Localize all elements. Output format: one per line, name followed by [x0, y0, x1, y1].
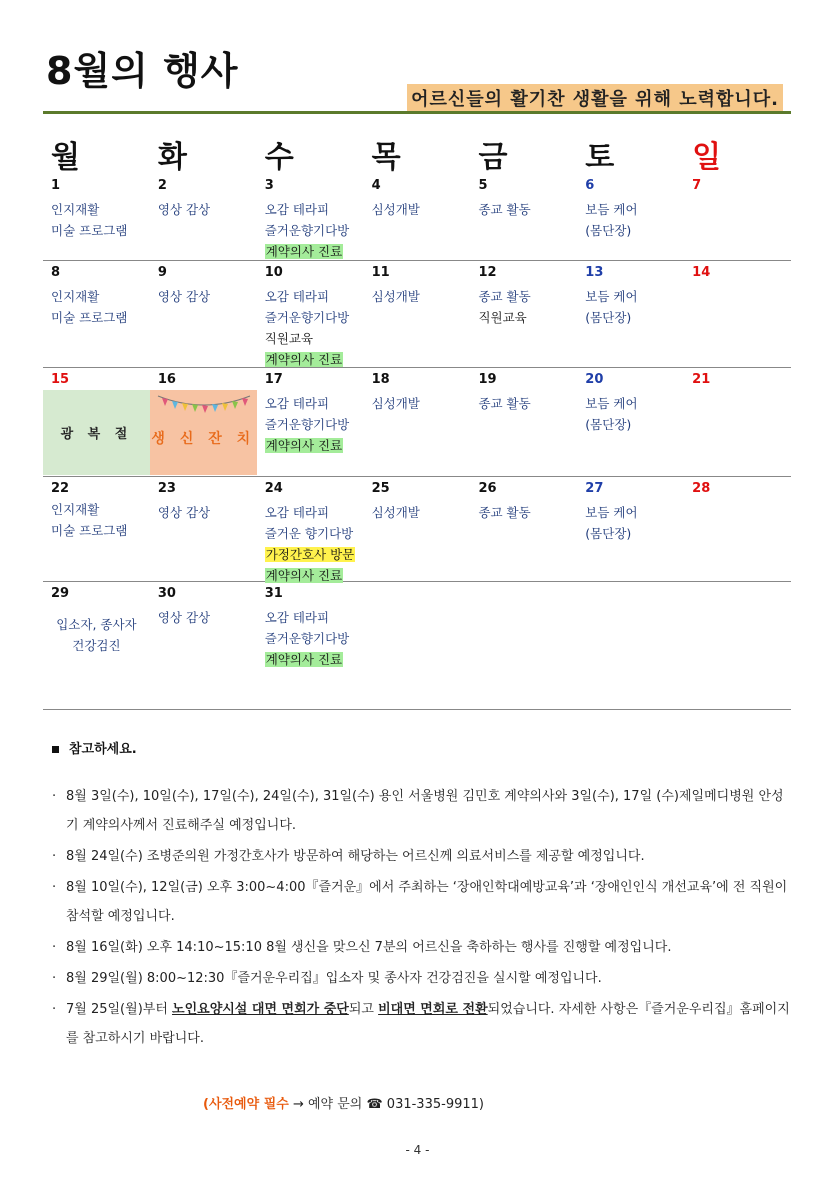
day-number: 23	[157, 481, 176, 496]
calendar	[43, 118, 791, 672]
day-number: 21	[692, 372, 711, 387]
event: 오감 테라피	[264, 610, 330, 625]
day-number: 16	[157, 372, 176, 387]
note-item: · 8월 3일(수), 10일(수), 17일(수), 24일(수), 31일(수) 용인 서울병원 김민호 계약의사와 3일(수), 17일 (수)제일메디병원 안성기 계약의사께서 진료해주실 예정입니다.	[52, 782, 790, 840]
doctor-visit-badge: 계약의사 진료	[265, 352, 343, 367]
day-cell	[577, 196, 684, 262]
page-title: 8월의 행사	[46, 49, 239, 93]
day-number: 29	[51, 586, 70, 601]
garland-icon	[156, 392, 252, 418]
event: 인지재활	[51, 289, 100, 304]
event: 오감 테라피	[264, 396, 330, 411]
event: 즐거운향기다방	[264, 223, 350, 238]
day-cell	[577, 283, 684, 370]
day-number: 18	[371, 372, 390, 387]
day-cell	[150, 604, 257, 670]
day-cell	[470, 283, 577, 370]
event: 오감 테라피	[264, 289, 330, 304]
day-cell	[364, 390, 471, 475]
day-number: 9	[157, 265, 167, 280]
page-subtitle: 어르신들의 활기찬 생활을 위해 노력합니다.	[407, 84, 783, 112]
day-number: 12	[478, 265, 497, 280]
day-number: 17	[264, 372, 283, 387]
day-cell	[43, 196, 150, 262]
weekday-sun: 일	[692, 140, 722, 175]
day-number: 19	[478, 372, 497, 387]
day-cell	[364, 604, 471, 670]
event: (몸단장)	[585, 526, 632, 541]
day-number: 10	[264, 265, 283, 280]
note-item	[52, 995, 790, 1053]
day-number: 3	[264, 178, 274, 193]
event: 인지재활	[51, 502, 100, 517]
contact-line	[203, 1093, 484, 1112]
event: (몸단장)	[585, 310, 632, 325]
note-text: 7월 25일(월)부터	[66, 1002, 173, 1017]
event: 인지재활	[51, 202, 100, 217]
day-cell	[257, 196, 364, 262]
day-cell	[684, 196, 791, 262]
day-cell	[43, 604, 150, 670]
day-number: 30	[157, 586, 176, 601]
note-item: · 8월 10일(수), 12일(금) 오후 3:00~4:00『즐거운』에서 주최하는 ‘장애인학대예방교육’과 ‘장애인인식 개선교육’에 전 직원이 참석할 예정입니다.	[52, 873, 790, 931]
calendar-bottom-rule	[43, 709, 791, 710]
page-number: - 4 -	[405, 1143, 430, 1157]
square-bullet-icon	[52, 746, 59, 753]
day-cell	[257, 604, 364, 670]
day-number: 24	[264, 481, 283, 496]
day-cell	[684, 283, 791, 370]
day-number: 31	[264, 586, 283, 601]
day-cell	[684, 604, 791, 670]
day-number: 14	[692, 265, 711, 280]
day-cell	[257, 499, 364, 586]
day-cell	[577, 499, 684, 586]
note-item: · 8월 24일(수) 조병준의원 가정간호사가 방문하여 해당하는 어르신께 의료서비스를 제공할 예정입니다.	[52, 842, 790, 871]
day-number	[470, 582, 577, 604]
day-cell	[364, 499, 471, 586]
note-item: · 8월 29일(월) 8:00~12:30『즐거운우리집』입소자 및 종사자 건강검진을 실시할 예정입니다.	[52, 964, 790, 993]
event: 즐거운향기다방	[264, 310, 350, 325]
event: 종교 활동	[478, 396, 531, 411]
nurse-visit-badge: 가정간호사 방문	[265, 547, 355, 562]
event: 보듬 케어	[585, 396, 638, 411]
weekday-thu: 목	[371, 140, 401, 175]
note-text: 되고	[348, 1002, 379, 1017]
day-number: 2	[157, 178, 167, 193]
doctor-visit-badge: 계약의사 진료	[265, 568, 343, 583]
day-cell	[43, 499, 150, 586]
day-cell	[577, 604, 684, 670]
weekday-tue: 화	[157, 140, 187, 175]
event: 보듬 케어	[585, 289, 638, 304]
weekday-wed: 수	[264, 140, 294, 175]
note-text: 되었습니다. 자세한 사항은『즐거운우리집』홈페이지를 참고하시기 바랍니다.	[66, 1002, 790, 1046]
day-number: 13	[585, 265, 604, 280]
event: 영상 감상	[157, 289, 211, 304]
note-emphasis: 비대면 면회로 전환	[378, 1002, 488, 1017]
day-number: 25	[371, 481, 390, 496]
weekday-sat: 토	[585, 140, 615, 175]
event: 즐거운향기다방	[264, 417, 350, 432]
event: 보듬 케어	[585, 202, 638, 217]
calendar-week	[43, 368, 791, 477]
day-number: 28	[692, 481, 711, 496]
day-cell	[257, 283, 364, 370]
event: 건강검진	[72, 638, 121, 653]
day-number: 1	[51, 178, 61, 193]
day-cell	[470, 604, 577, 670]
day-cell	[43, 283, 150, 370]
calendar-week	[43, 261, 791, 368]
doctor-visit-badge: 계약의사 진료	[265, 652, 343, 667]
header-rule	[43, 111, 791, 114]
notes-heading	[52, 738, 137, 757]
event: 직원교육	[264, 331, 314, 346]
notes-list	[52, 782, 790, 1053]
doctor-visit-badge: 계약의사 진료	[265, 244, 343, 259]
day-cell	[684, 499, 791, 586]
event: 오감 테라피	[264, 202, 330, 217]
day-cell	[470, 196, 577, 262]
day-cell	[364, 196, 471, 262]
event: 보듬 케어	[585, 505, 638, 520]
event: 미술 프로그램	[51, 310, 128, 325]
holiday-label: 광 복 절	[43, 390, 150, 475]
event: 즐거운향기다방	[264, 631, 350, 646]
event: 직원교육	[478, 310, 527, 325]
day-cell	[470, 390, 577, 475]
event: 종교 활동	[478, 289, 531, 304]
contact-phone: → 예약 문의 ☎ 031-335-9911)	[288, 1097, 484, 1112]
day-number: 8	[51, 265, 61, 280]
day-number: 7	[692, 178, 702, 193]
day-cell	[684, 390, 791, 475]
day-number: 15	[51, 372, 70, 387]
event: 미술 프로그램	[51, 523, 128, 538]
event: 즐거운 향기다방	[264, 526, 354, 541]
day-cell	[470, 499, 577, 586]
reservation-required: (사전예약 필수	[203, 1097, 289, 1112]
event: (몸단장)	[585, 417, 632, 432]
birthday-party-block	[150, 390, 257, 475]
day-number: 5	[478, 178, 488, 193]
day-number: 22	[51, 481, 70, 496]
event: 오감 테라피	[264, 505, 330, 520]
day-number: 4	[371, 178, 381, 193]
weekday-mon: 월	[51, 140, 80, 175]
day-cell	[150, 283, 257, 370]
event: 영상 감상	[157, 505, 211, 520]
day-cell	[577, 390, 684, 475]
event: 심성개발	[371, 202, 420, 217]
day-number: 11	[371, 265, 390, 280]
event: 심성개발	[371, 396, 420, 411]
day-number: 20	[585, 372, 604, 387]
notes-heading-text: 참고하세요.	[69, 742, 137, 757]
event: 심성개발	[371, 289, 420, 304]
day-number	[684, 582, 791, 604]
birthday-label: 생 신 잔 치	[151, 431, 256, 447]
note-item: · 8월 16일(화) 오후 14:10~15:10 8월 생신을 맞으신 7분의 어르신을 축하하는 행사를 진행할 예정입니다.	[52, 933, 790, 962]
event: 영상 감상	[157, 202, 211, 217]
event: 입소자, 종사자	[56, 617, 137, 632]
day-cell	[150, 499, 257, 586]
day-number: 27	[585, 481, 604, 496]
day-cell	[150, 390, 257, 475]
day-number	[364, 582, 471, 604]
event: 심성개발	[371, 505, 420, 520]
calendar-week	[43, 477, 791, 582]
event: 영상 감상	[157, 610, 211, 625]
weekday-header	[43, 118, 791, 174]
note-emphasis: 노인요양시설 대면 면회가 중단	[172, 1002, 349, 1017]
event: 미술 프로그램	[51, 223, 128, 238]
weekday-fri: 금	[478, 140, 508, 175]
event: 종교 활동	[478, 202, 531, 217]
day-cell	[364, 283, 471, 370]
day-cell	[43, 390, 150, 475]
event: (몸단장)	[585, 223, 632, 238]
day-number	[577, 582, 684, 604]
day-number: 6	[585, 178, 595, 193]
doctor-visit-badge: 계약의사 진료	[265, 438, 343, 453]
calendar-week	[43, 174, 791, 261]
day-cell	[150, 196, 257, 262]
event: 종교 활동	[478, 505, 531, 520]
calendar-week	[43, 582, 791, 672]
day-number: 26	[478, 481, 497, 496]
day-cell	[257, 390, 364, 475]
